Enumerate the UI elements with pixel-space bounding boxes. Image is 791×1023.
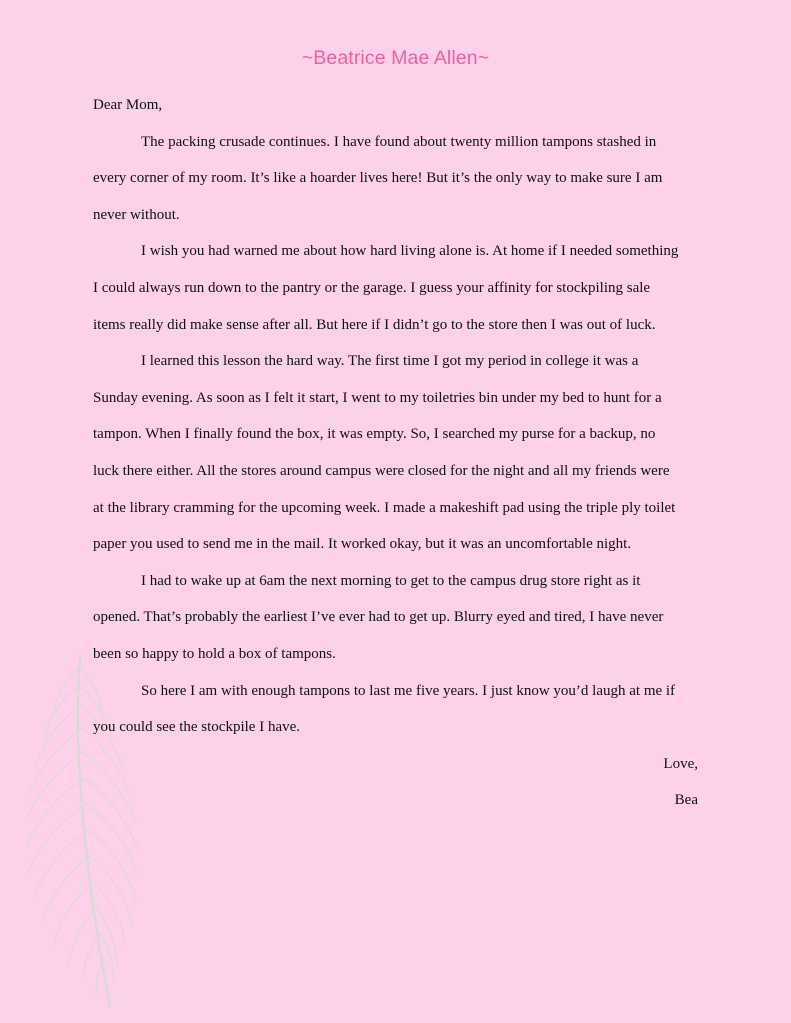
paragraph-line: I learned this lesson the hard way. The first time I got my period in college it was a: [141, 353, 639, 370]
paragraph-line: The packing crusade continues. I have found about twenty million tampons stashed in: [141, 133, 657, 150]
paragraph-line: I could always run down to the pantry or the garage. I guess your affinity for stockpiling sale: [93, 279, 651, 296]
paragraph-line: luck there either. All the stores around campus were closed for the night and all my friends were: [93, 462, 670, 479]
paragraph-line: Sunday evening. As soon as I felt it start, I went to my toiletries bin under my bed to hunt for a: [93, 389, 662, 406]
header-name: ~Beatrice Mae Allen~: [301, 47, 490, 69]
letter-paragraph-3: [93, 343, 700, 563]
paragraph-line: paper you used to send me in the mail. It worked okay, but it was an uncomfortable night.: [93, 536, 632, 553]
letter-body: [93, 87, 700, 819]
letter-paragraph-2: [93, 233, 700, 343]
paragraph-line: you could see the stockpile I have.: [93, 719, 301, 736]
paragraph-line: tampon. When I finally found the box, it was empty. So, I searched my purse for a backup, no: [93, 426, 656, 443]
paragraph-line: opened. That’s probably the earliest I’ve ever had to get up. Blurry eyed and tired, I have never: [93, 609, 664, 626]
letter-greeting: Dear Mom,: [93, 97, 163, 113]
paragraph-line: So here I am with enough tampons to last me five years. I just know you’d laugh at me if: [141, 682, 676, 699]
paragraph-line: at the library cramming for the upcoming week. I made a makeshift pad using the triple ply toilet: [93, 499, 676, 516]
paragraph-line: been so happy to hold a box of tampons.: [93, 645, 336, 662]
letter-signature: Bea: [674, 792, 698, 809]
letter-paragraph-4: [93, 563, 700, 673]
paragraph-line: items really did make sense after all. But here if I didn’t go to the store then I was out of luck.: [93, 316, 656, 333]
letter-paragraph-5: [93, 673, 700, 746]
paragraph-line: I had to wake up at 6am the next morning to get to the campus drug store right as it: [141, 572, 641, 589]
paragraph-line: every corner of my room. It’s like a hoarder lives here! But it’s the only way to make sure I am: [93, 170, 663, 187]
letter-paragraph-1: [93, 124, 700, 234]
paragraph-line: I wish you had warned me about how hard living alone is. At home if I needed something: [141, 243, 679, 260]
paragraph-line: never without.: [93, 206, 180, 223]
letter-closing: Love,: [663, 755, 698, 772]
